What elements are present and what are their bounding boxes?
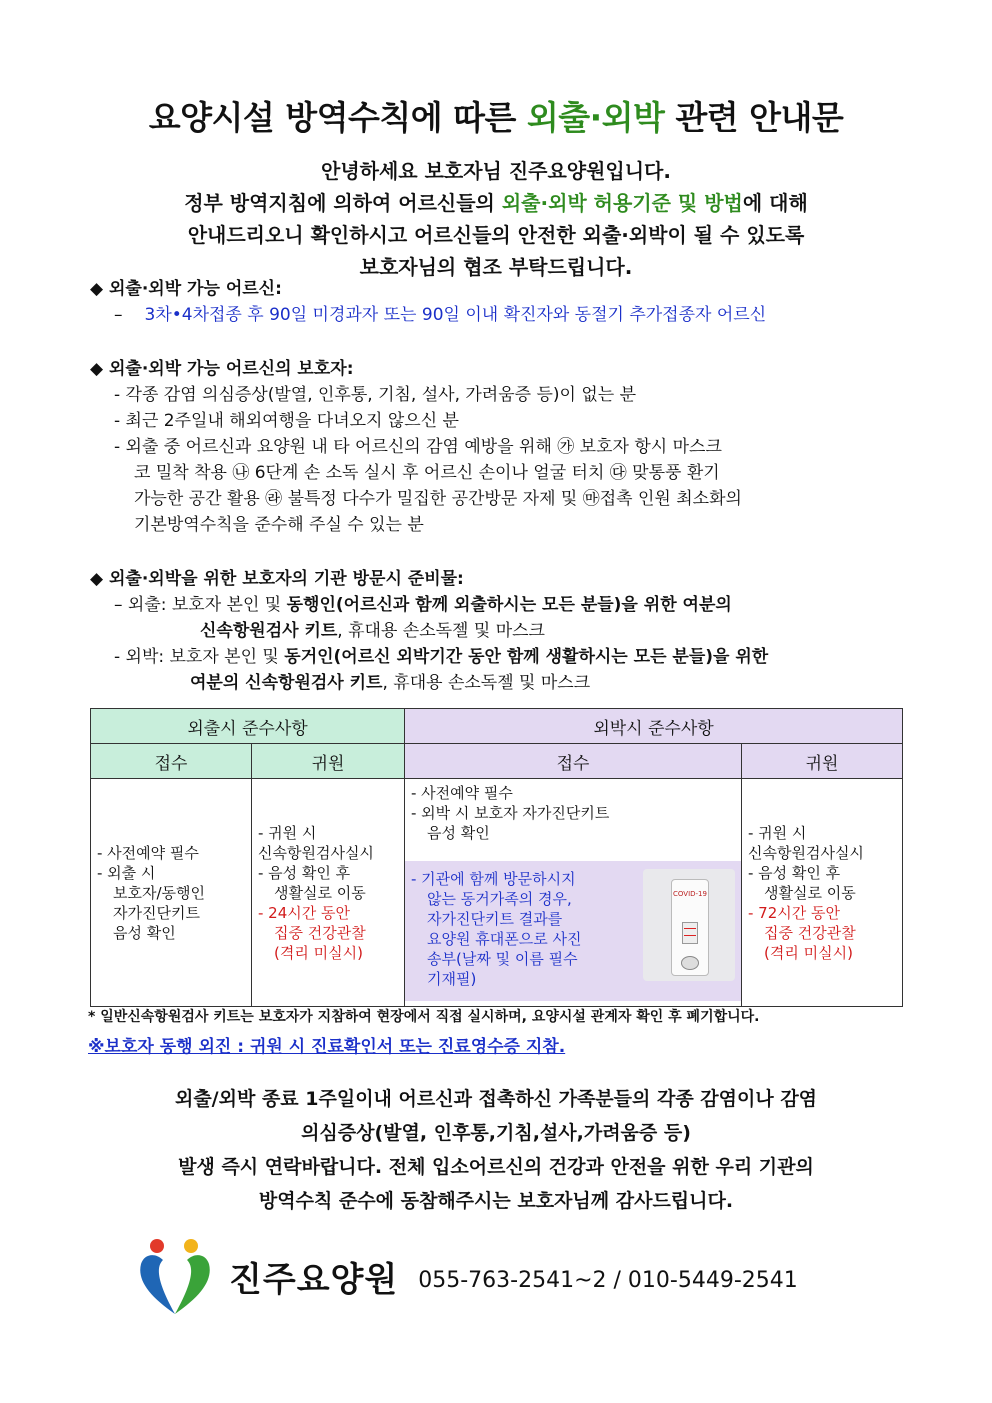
- cell-line: 보호자/동행인: [113, 883, 205, 902]
- eligible-seniors-section: [90, 276, 766, 328]
- intro-line: 안내드리오니 확인하시고 어르신들의 안전한 외출·외박이 될 수 있도록: [187, 223, 805, 247]
- outing-supplies-cont: [90, 618, 768, 644]
- kit-label: COVID-19: [673, 890, 707, 898]
- cell-line: 자가진단키트: [113, 903, 200, 922]
- closing-line: 의심증상(발열, 인후통,기침,설사,가려움증 등): [301, 1122, 691, 1144]
- text: , 휴대용 손소독젤 및 마스크: [382, 673, 591, 693]
- intro-line: 안녕하세요 보호자님 진주요양원입니다.: [321, 159, 671, 183]
- disposal-note: * 일반신속항원검사 키트는 보호자가 지참하여 현장에서 직접 실시하며, 요양시설 관계자 확인 후 폐기합니다.: [88, 1009, 760, 1025]
- intro-text-part: 에 대해: [742, 191, 808, 215]
- cell-line: - 24시간 동안: [258, 903, 350, 922]
- intro-line: 보호자님의 협조 부탁드립니다.: [359, 255, 633, 279]
- cell-line: 생활실로 이동: [764, 883, 856, 902]
- cell-line: 집중 건강관찰: [274, 923, 366, 942]
- section-heading: ◆ 외출·외박 가능 어르신의 보호자:: [90, 359, 354, 379]
- cell-line: 자가진단키트 결과를: [427, 910, 563, 928]
- clinic-visit-note: ※보호자 동행 외진 : 귀원 시 진료확인서 또는 진료영수증 지참.: [88, 1037, 566, 1057]
- text: – 외출: 보호자 본인 및: [114, 595, 287, 615]
- section-item: - 각종 감염 의심증상(발열, 인후통, 기침, 설사, 가려움증 등)이 없는 분: [114, 385, 637, 405]
- text: 동행인(어르신과 함께 외출하시는 모든 분들)을 위한 여분의: [286, 595, 732, 615]
- cell-line: - 외출 시: [97, 863, 156, 882]
- cell-line: 기재필): [427, 970, 477, 988]
- subheader: 접수: [91, 744, 252, 779]
- cell-line: 송부(날짜 및 이름 필수: [427, 950, 578, 968]
- text: 신속항원검사 키트: [200, 621, 338, 641]
- subheader: 귀원: [252, 744, 405, 779]
- outing-header: 외출시 준수사항: [91, 709, 405, 744]
- cell-line: 않는 동거가족의 경우,: [427, 890, 572, 908]
- cell-line: 신속항원검사실시: [748, 843, 864, 862]
- cell-line: 음성 확인: [427, 824, 490, 842]
- section-item: 기본방역수칙을 준수해 주실 수 있는 분: [134, 515, 424, 535]
- test-kit-image: [643, 869, 735, 981]
- cell-line: 요양원 휴대폰으로 사진: [427, 930, 582, 948]
- cell-line: - 음성 확인 후: [258, 863, 351, 882]
- stay-supplies-cont: [90, 670, 768, 696]
- cell-line: (격리 미실시): [274, 943, 363, 962]
- outing-receive-cell: [91, 779, 252, 1007]
- heart-logo-icon: [135, 1236, 215, 1316]
- intro-text: [0, 155, 992, 283]
- kit-window: [682, 922, 698, 944]
- section-item: - 최근 2주일내 해외여행을 다녀오지 않으신 분: [114, 411, 459, 431]
- intro-line: [0, 187, 992, 219]
- stay-receive-cell: [405, 779, 742, 1007]
- cell-line: 집중 건강관찰: [764, 923, 856, 942]
- kit-well: [681, 956, 699, 970]
- cell-line: - 기관에 함께 방문하시지: [411, 870, 576, 888]
- org-name: 진주요양원: [229, 1259, 399, 1300]
- cell-line: 신속항원검사실시: [258, 843, 374, 862]
- footer: [135, 1236, 798, 1316]
- cell-line: 음성 확인: [113, 923, 176, 942]
- test-kit-strip: [671, 879, 709, 976]
- supplies-section: [90, 566, 768, 696]
- stay-return-cell: [742, 779, 903, 1007]
- intro-highlight: 외출·외박 허용기준 및 방법: [501, 191, 743, 215]
- section-item: 가능한 공간 활용 ㉱ 불특정 다수가 밀집한 공간방문 자제 및 ㉲접촉 인원 최소화의: [134, 489, 742, 509]
- text: , 휴대용 손소독젤 및 마스크: [337, 621, 545, 641]
- outing-supplies: [90, 592, 768, 618]
- section-heading: ◆ 외출·외박 가능 어르신:: [90, 279, 282, 299]
- cell-line: - 사전예약 필수: [411, 784, 513, 802]
- rules-table: [90, 708, 903, 1007]
- section-heading: ◆ 외출·외박을 위한 보호자의 기관 방문시 준비물:: [90, 569, 464, 589]
- closing-message: [0, 1082, 992, 1218]
- subheader: 귀원: [742, 744, 903, 779]
- closing-line: 방역수칙 준수에 동참해주시는 보호자님께 감사드립니다.: [258, 1190, 734, 1212]
- text: - 외박: 보호자 본인 및: [114, 647, 285, 667]
- closing-line: 발생 즉시 연락바랍니다. 전체 입소어르신의 건강과 안전을 위한 우리 기관의: [178, 1156, 814, 1178]
- cell-line: - 귀원 시: [258, 823, 317, 842]
- cell-line: (격리 미실시): [764, 943, 853, 962]
- text: 여분의 신속항원검사 키트: [190, 673, 383, 693]
- stay-header: 외박시 준수사항: [405, 709, 903, 744]
- cell-line: - 72시간 동안: [748, 903, 840, 922]
- stay-receive-note: [405, 861, 741, 1001]
- title-post: 관련 안내문: [664, 98, 844, 137]
- title-highlight: 외출·외박: [526, 98, 665, 137]
- stay-receive-top: [405, 779, 741, 847]
- cell-line: 생활실로 이동: [274, 883, 366, 902]
- title-pre: 요양시설 방역수칙에 따른: [148, 98, 527, 137]
- cell-line: - 음성 확인 후: [748, 863, 841, 882]
- cell-line: - 귀원 시: [748, 823, 807, 842]
- item-text: 3차•4차접종 후 90일 미경과자 또는 90일 이내 확진자와 동절기 추가접종자 어르신: [144, 305, 767, 325]
- cell-line: - 사전예약 필수: [97, 843, 199, 862]
- text: 동거인(어르신 외박기간 동안 함께 생활하시는 모든 분들)을 위한: [284, 647, 769, 667]
- dash: –: [114, 305, 123, 325]
- subheader: 접수: [405, 744, 742, 779]
- phone-numbers: 055-763-2541~2 / 010-5449-2541: [418, 1267, 798, 1293]
- closing-line: 외출/외박 종료 1주일이내 어르신과 접촉하신 가족분들의 각종 감염이나 감염: [174, 1088, 818, 1110]
- section-item: - 외출 중 어르신과 요양원 내 타 어르신의 감염 예방을 위해 ㉮ 보호자 항시 마스크: [114, 437, 722, 457]
- cell-line: - 외박 시 보호자 자가진단키트: [411, 804, 610, 822]
- intro-text-part: 정부 방역지침에 의하여 어르신들의: [184, 191, 502, 215]
- eligible-guardians-section: [90, 356, 742, 538]
- page-title: [0, 92, 992, 139]
- section-item: 코 밀착 착용 ㉯ 6단계 손 소독 실시 후 어르신 손이나 얼굴 터치 ㉰ 맞통풍 환기: [134, 463, 720, 483]
- section-item: [90, 302, 766, 328]
- outing-return-cell: [252, 779, 405, 1007]
- stay-supplies: [90, 644, 768, 670]
